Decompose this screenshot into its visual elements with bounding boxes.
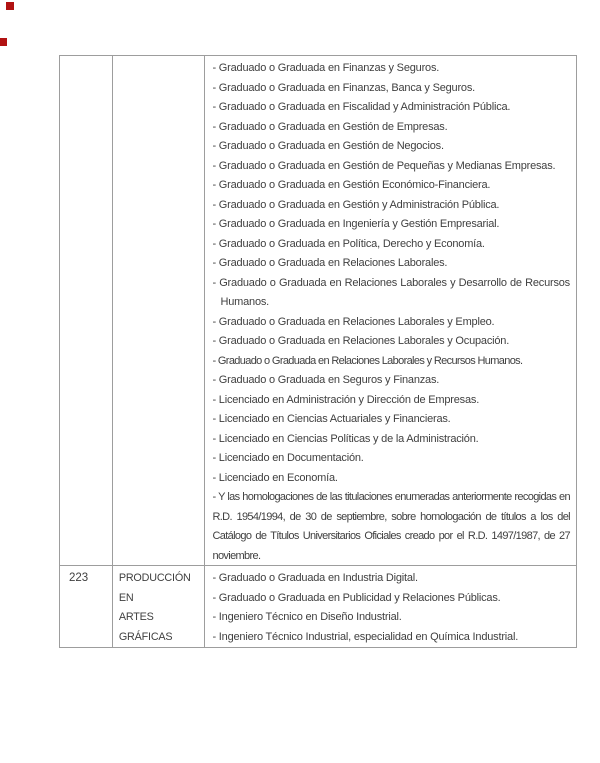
degree-line: - Graduado o Graduada en Relaciones Laborales. xyxy=(212,257,448,269)
degree-line: - Graduado o Graduada en Relaciones Laborales y Recursos Humanos. xyxy=(212,354,523,367)
list-item xyxy=(212,569,570,589)
degree-line: - Graduado o Graduada en Seguros y Finanzas. xyxy=(212,374,440,386)
code-value: 223 xyxy=(69,572,89,584)
list-item xyxy=(212,332,570,352)
degree-line: - Graduado o Graduada en Política, Derecho y Economía. xyxy=(212,237,485,250)
list-item xyxy=(212,157,570,177)
degree-line: - Graduado o Graduada en Relaciones Laborales y Desarrollo de Recursos xyxy=(212,276,570,289)
list-item xyxy=(212,352,570,372)
degree-line: - Graduado o Graduada en Gestión Económico-Financiera. xyxy=(212,179,491,191)
name-cell xyxy=(113,56,206,565)
list-item xyxy=(212,59,570,79)
degrees-cell xyxy=(205,566,576,647)
name-cell xyxy=(113,566,206,647)
list-item xyxy=(212,430,570,450)
degree-line: - Graduado o Graduada en Ingeniería y Gestión Empresarial. xyxy=(212,218,500,230)
list-item xyxy=(212,176,570,196)
red-marker-top-icon xyxy=(6,2,14,10)
list-item xyxy=(212,215,570,235)
list-item xyxy=(212,196,570,216)
list-item xyxy=(212,274,570,313)
degree-line: - Graduado o Graduada en Relaciones Laborales y Empleo. xyxy=(212,315,495,328)
degree-line: - Graduado o Graduada en Gestión y Administración Pública. xyxy=(212,198,500,211)
list-item xyxy=(212,254,570,274)
qualifications-table xyxy=(59,55,577,648)
degree-line: - Graduado o Graduada en Publicidad y Relaciones Públicas. xyxy=(212,591,501,604)
list-item xyxy=(212,469,570,489)
list-item xyxy=(212,391,570,411)
degrees-cell xyxy=(205,56,576,565)
list-item xyxy=(212,79,570,99)
list-item xyxy=(212,589,570,609)
degree-line: - Licenciado en Ciencias Políticas y de la Administración. xyxy=(212,432,479,445)
degree-line: - Graduado o Graduada en Finanzas y Seguros. xyxy=(212,62,440,74)
red-marker-left-icon xyxy=(0,38,7,46)
degree-line: - Licenciado en Documentación. xyxy=(212,452,364,464)
table-row xyxy=(60,56,576,566)
degree-line: - Y las homologaciones de las titulaciones enumeradas anteriormente recogidas en xyxy=(212,491,570,503)
degree-line: - Graduado o Graduada en Gestión de Empresas. xyxy=(212,120,448,133)
list-item xyxy=(212,449,570,469)
degree-line: - Graduado o Graduada en Gestión de Pequeñas y Medianas Empresas. xyxy=(212,159,556,172)
degree-line: - Graduado o Graduada en Gestión de Negocios. xyxy=(212,140,444,152)
degree-line: Catálogo de Títulos Universitarios Oficiales creado por el R.D. 1497/1987, de 27 xyxy=(212,530,570,542)
list-item xyxy=(212,371,570,391)
degree-line: Humanos. xyxy=(220,296,270,308)
list-item xyxy=(212,235,570,255)
list-item xyxy=(212,628,570,648)
degree-line: - Graduado o Graduada en Industria Digital. xyxy=(212,572,418,584)
list-item xyxy=(212,313,570,333)
degree-line: - Licenciado en Ciencias Actuariales y Financieras. xyxy=(212,413,451,425)
degree-line: - Ingeniero Técnico Industrial, especialidad en Química Industrial. xyxy=(212,630,519,643)
list-item xyxy=(212,98,570,118)
name-line: PRODUCCIÓN EN xyxy=(118,572,191,604)
list-item xyxy=(212,488,570,565)
list-item xyxy=(212,118,570,138)
list-item xyxy=(212,137,570,157)
degree-line: - Licenciado en Administración y Dirección de Empresas. xyxy=(212,393,480,406)
name-line: ARTES GRÁFICAS xyxy=(118,611,173,643)
degree-line: - Ingeniero Técnico en Diseño Industrial. xyxy=(212,611,402,623)
table-row xyxy=(60,566,576,647)
degree-line: - Graduado o Graduada en Finanzas, Banca y Seguros. xyxy=(212,81,476,94)
degree-line: R.D. 1954/1994, de 30 de septiembre, sobre homologación de títulos a los del xyxy=(212,510,570,523)
list-item xyxy=(212,608,570,628)
degree-line: noviembre. xyxy=(212,549,261,562)
list-item xyxy=(212,410,570,430)
code-cell xyxy=(60,56,113,565)
degree-line: - Licenciado en Economía. xyxy=(212,471,338,484)
degree-line: - Graduado o Graduada en Relaciones Laborales y Ocupación. xyxy=(212,335,510,347)
code-cell xyxy=(60,566,113,647)
degree-line: - Graduado o Graduada en Fiscalidad y Administración Pública. xyxy=(212,101,511,113)
